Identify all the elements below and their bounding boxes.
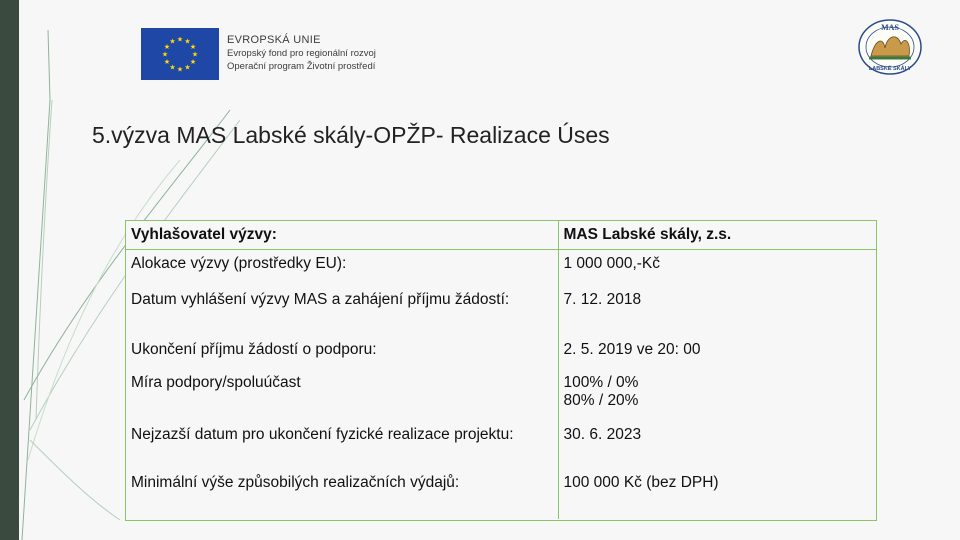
slide-title: 5.výzva MAS Labské skály-OPŽP- Realizace Úses [92,122,610,148]
call-details-table [125,220,877,521]
eu-star-icon: ★ [169,63,176,72]
row-label: Vyhlašovatel výzvy: [126,221,558,249]
eu-star-icon: ★ [189,43,197,51]
row-value [558,369,876,421]
eu-logo-text [227,34,376,73]
eu-flag-icon [141,28,219,80]
table-row [126,286,876,336]
row-label: Míra podpory/spoluúčast [126,369,558,421]
eu-star-icon: ★ [161,50,169,59]
mas-logo-top-text: MAS [881,23,899,32]
row-value: 2. 5. 2019 ve 20: 00 [563,341,701,358]
row-value: 100 000 Kč (bez DPH) [563,474,719,491]
eu-star-icon: ★ [191,50,199,59]
row-value: 7. 12. 2018 [563,291,642,308]
row-label: Datum vyhlášení výzvy MAS a zahájení příjmu žádostí: [126,286,558,336]
mas-labske-skaly-logo [857,18,923,76]
table-row [126,336,876,369]
eu-logo-line2: Evropský fond pro regionální rozvoj [227,48,376,59]
left-accent-bar [0,0,18,540]
table-row [126,469,876,519]
row-value-line2: 80% / 20% [563,392,639,409]
eu-logo-line3: Operační program Životní prostředí [227,61,376,72]
row-value-line1: 100% / 0% [563,374,639,391]
table-row [126,369,876,421]
eu-star-icon: ★ [169,37,176,46]
eu-star-icon: ★ [189,58,197,66]
mas-logo-bottom-text: LABSKÉ SKÁLY [868,66,912,72]
table-row [126,221,876,249]
eu-star-icon: ★ [176,65,184,74]
row-label: Alokace výzvy (prostředky EU): [126,249,558,286]
row-label: Nejzazší datum pro ukončení fyzické realizace projektu: [126,421,558,469]
eu-star-icon: ★ [184,63,191,72]
table-row [126,421,876,469]
row-label: Minimální výše způsobilých realizačních výdajů: [126,469,558,519]
eu-star-icon: ★ [176,35,184,44]
row-label: Ukončení příjmu žádostí o podporu: [126,336,558,369]
row-value: 30. 6. 2023 [563,426,642,443]
eu-logo-line1: EVROPSKÁ UNIE [227,34,321,46]
table-row [126,249,876,286]
row-value: MAS Labské skály, z.s. [558,221,876,249]
eu-star-icon: ★ [163,43,171,51]
eu-star-icon: ★ [163,58,171,66]
eu-star-icon: ★ [184,37,191,46]
eu-fund-logo [141,28,383,82]
row-value: 1 000 000,-Kč [563,254,661,272]
